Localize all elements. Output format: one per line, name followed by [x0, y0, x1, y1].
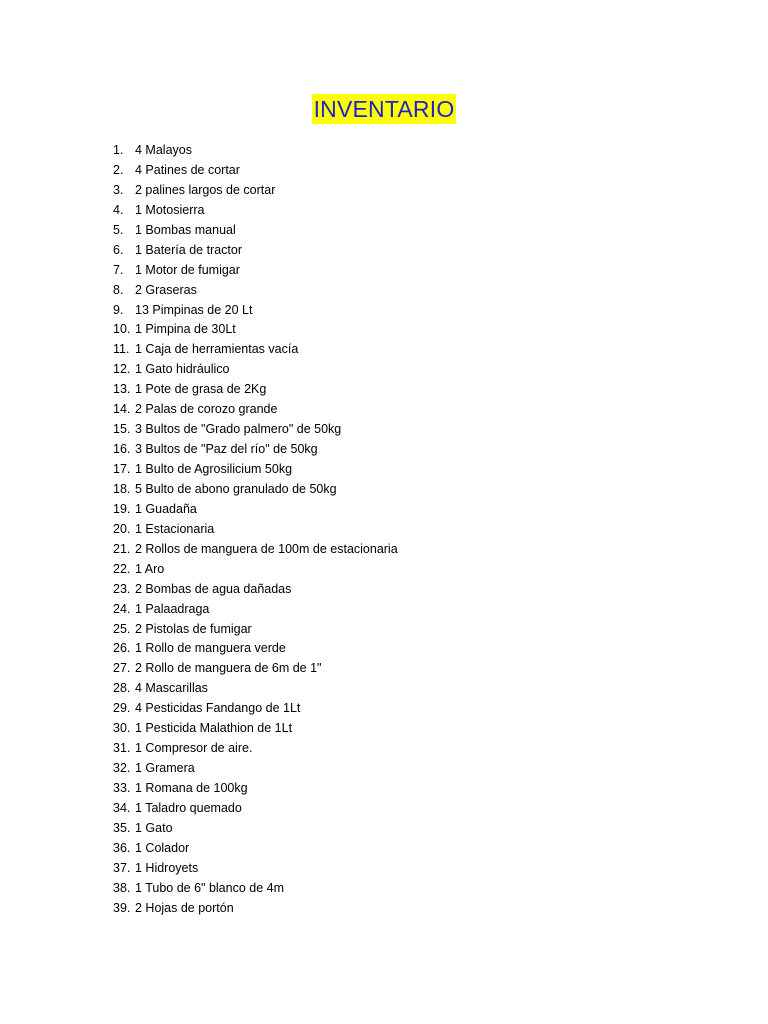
list-item-number: 10.	[113, 322, 131, 337]
list-item-text: 1 Estacionaria	[135, 521, 215, 536]
list-item-text: 2 palines largos de cortar	[135, 182, 276, 197]
list-item-number: 34.	[113, 800, 131, 815]
list-item-text: 1 Pote de grasa de 2Kg	[135, 382, 267, 397]
list-item-number: 33.	[113, 781, 131, 795]
list-item-text: 2 Graseras	[135, 282, 197, 297]
list-item-number: 11.	[113, 342, 130, 357]
list-item	[0, 659, 768, 679]
list-item-number: 1.	[113, 143, 124, 157]
list-item-text: 2 Rollo de manguera de 6m de 1"	[135, 661, 322, 676]
list-item-number: 27.	[113, 661, 131, 676]
list-item	[0, 699, 768, 719]
list-item-text: 1 Gato hidráulico	[135, 362, 230, 377]
list-item-number: 18.	[113, 481, 131, 496]
list-item-number: 3.	[113, 182, 124, 197]
list-item-number: 24.	[113, 601, 131, 616]
list-item-text: 1 Batería de tractor	[135, 242, 243, 257]
list-item-text: 1 Palaadraga	[135, 601, 210, 616]
list-item	[0, 639, 768, 659]
list-item-number: 13.	[113, 382, 131, 397]
list-item-number: 6.	[113, 242, 124, 257]
list-item-text: 1 Motor de fumigar	[135, 262, 240, 277]
list-item-number: 39.	[113, 900, 131, 915]
list-item-text: 2 Hojas de portón	[135, 900, 234, 915]
list-item	[0, 400, 768, 420]
list-item-text: 4 Pesticidas Fandango de 1Lt	[135, 701, 301, 716]
list-item	[0, 201, 768, 221]
list-item-number: 8.	[113, 282, 124, 297]
list-item	[0, 759, 768, 779]
list-item-number: 38.	[113, 880, 131, 895]
list-item-number: 5.	[113, 222, 124, 237]
list-item	[0, 879, 768, 899]
list-item-number: 30.	[113, 721, 131, 736]
list-item	[0, 899, 768, 919]
list-item-text: 1 Taladro quemado	[135, 800, 242, 815]
list-item-number: 2.	[113, 162, 124, 177]
list-item	[0, 261, 768, 281]
list-item	[0, 380, 768, 400]
list-item	[0, 859, 768, 879]
list-item-text: 2 Rollos de manguera de 100m de estacionaria	[135, 541, 398, 556]
list-item-number: 15.	[113, 422, 131, 437]
list-item	[0, 540, 768, 560]
list-item	[0, 181, 768, 201]
list-item	[0, 161, 768, 181]
list-item	[0, 500, 768, 520]
list-item	[0, 480, 768, 500]
list-item	[0, 839, 768, 859]
list-item	[0, 520, 768, 540]
inventory-list	[0, 141, 768, 919]
list-item	[0, 719, 768, 739]
list-item	[0, 301, 768, 321]
list-item-text: 4 Patines de cortar	[135, 162, 240, 177]
list-item	[0, 281, 768, 301]
list-item-text: 1 Gramera	[135, 761, 195, 776]
list-item	[0, 779, 768, 799]
list-item-text: 3 Bultos de "Paz del río" de 50kg	[135, 442, 318, 457]
title-container	[0, 94, 768, 124]
list-item	[0, 320, 768, 340]
list-item-number: 26.	[113, 641, 131, 656]
list-item-text: 2 Bombas de agua dañadas	[135, 581, 292, 596]
list-item-text: 4 Malayos	[135, 143, 192, 157]
list-item-number: 22.	[113, 561, 131, 576]
list-item-text: 1 Caja de herramientas vacía	[135, 342, 299, 357]
list-item-text: 1 Bombas manual	[135, 222, 236, 237]
list-item-number: 29.	[113, 701, 131, 716]
list-item-number: 17.	[113, 462, 131, 476]
list-item-number: 28.	[113, 681, 131, 696]
list-item-text: 1 Pimpina de 30Lt	[135, 322, 236, 337]
list-item-text: 2 Palas de corozo grande	[135, 402, 278, 417]
list-item	[0, 679, 768, 699]
list-item	[0, 620, 768, 640]
list-item	[0, 440, 768, 460]
list-item	[0, 141, 768, 161]
list-item	[0, 420, 768, 440]
list-item	[0, 600, 768, 620]
list-item	[0, 799, 768, 819]
list-item-text: 3 Bultos de "Grado palmero" de 50kg	[135, 422, 342, 437]
list-item-number: 32.	[113, 761, 131, 776]
list-item-number: 20.	[113, 521, 131, 536]
list-item-text: 1 Tubo de 6" blanco de 4m	[135, 880, 284, 895]
list-item-number: 37.	[113, 860, 131, 875]
list-item-text: 4 Mascarillas	[135, 681, 208, 696]
list-item	[0, 460, 768, 480]
list-item-text: 5 Bulto de abono granulado de 50kg	[135, 481, 337, 496]
list-item-number: 23.	[113, 581, 131, 596]
list-item-text: 1 Pesticida Malathion de 1Lt	[135, 721, 293, 736]
list-item-number: 14.	[113, 402, 131, 417]
list-item-text: 1 Gato	[135, 820, 173, 835]
list-item-text: 1 Rollo de manguera verde	[135, 641, 286, 656]
list-item-text: 1 Colador	[135, 840, 190, 855]
list-item-text: 1 Hidroyets	[135, 860, 199, 875]
list-item-number: 36.	[113, 840, 131, 855]
list-item-number: 21.	[113, 541, 131, 556]
list-item-text: 1 Motosierra	[135, 202, 205, 217]
list-item-text: 1 Aro	[135, 561, 165, 576]
list-item-number: 12.	[113, 362, 131, 377]
list-item-text: 1 Guadaña	[135, 501, 197, 516]
list-item-number: 31.	[113, 741, 131, 756]
list-item	[0, 819, 768, 839]
list-item-number: 4.	[113, 202, 124, 217]
list-item-text: 2 Pistolas de fumigar	[135, 621, 252, 636]
list-item	[0, 580, 768, 600]
list-item-text: 13 Pimpinas de 20 Lt	[135, 302, 253, 317]
list-item-number: 9.	[113, 302, 124, 317]
list-item-text: 1 Bulto de Agrosilicium 50kg	[135, 462, 293, 476]
list-item-number: 16.	[113, 442, 131, 457]
list-item-text: 1 Romana de 100kg	[135, 781, 248, 795]
list-item-number: 19.	[113, 501, 131, 516]
list-item	[0, 221, 768, 241]
list-item	[0, 360, 768, 380]
list-item	[0, 739, 768, 759]
list-item	[0, 241, 768, 261]
list-item	[0, 560, 768, 580]
list-item-text: 1 Compresor de aire.	[135, 741, 253, 756]
list-item-number: 35.	[113, 820, 131, 835]
list-item	[0, 340, 768, 360]
document-title: INVENTARIO	[313, 96, 455, 122]
list-item-number: 25.	[113, 621, 131, 636]
list-item-number: 7.	[113, 262, 124, 277]
